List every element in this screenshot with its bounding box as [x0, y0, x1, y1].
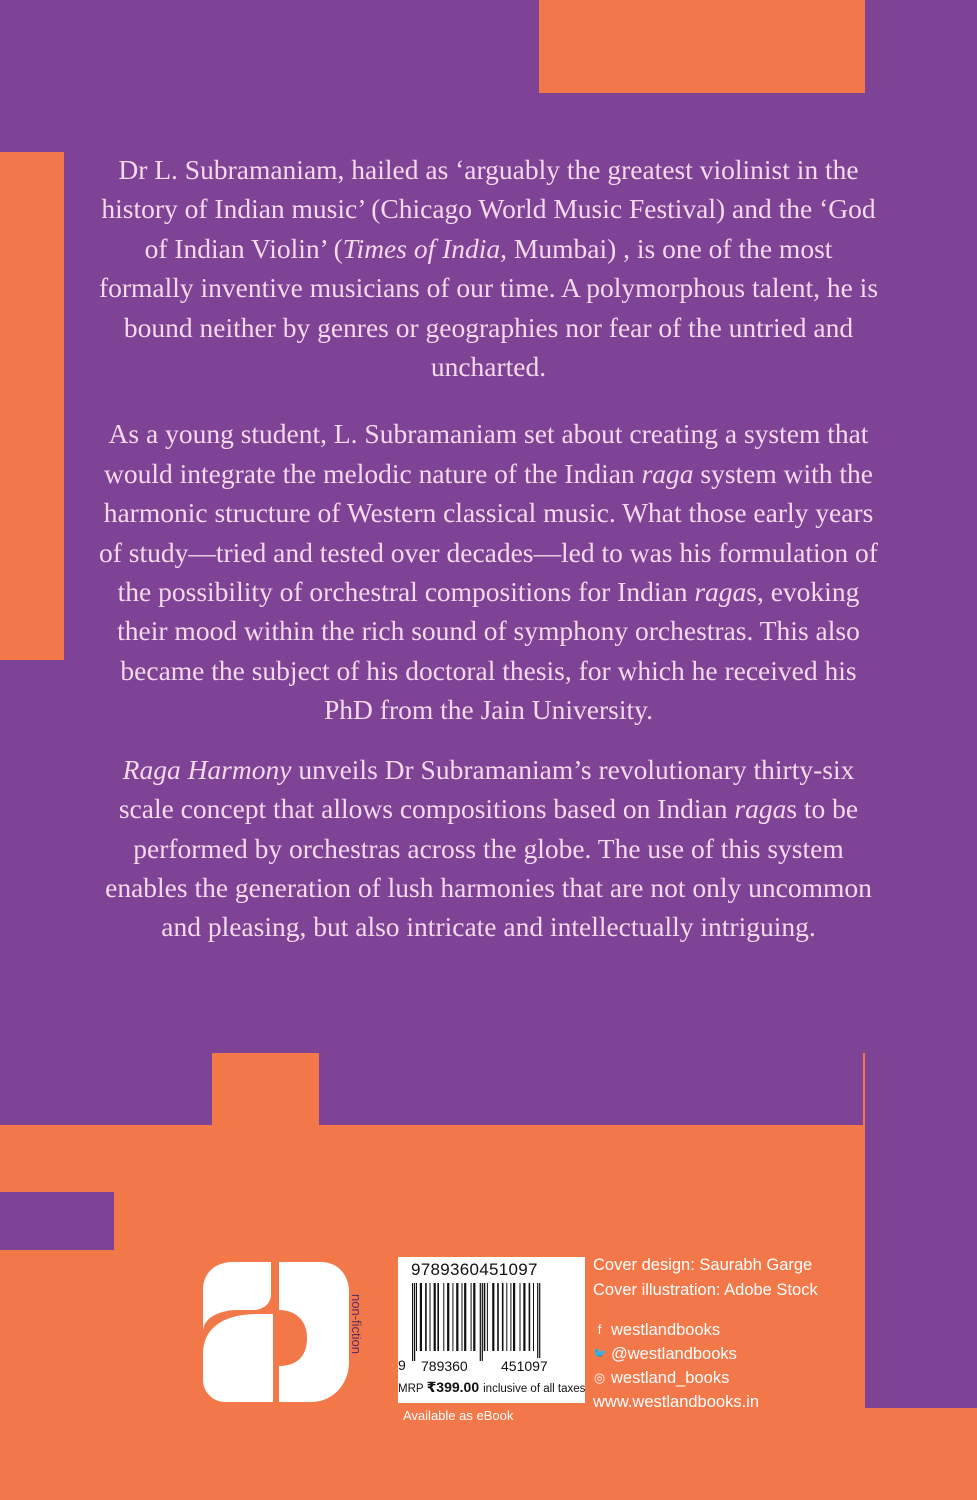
- blurb-paragraph-1: Dr L. Subramaniam, hailed as ‘arguably the greatest violinist in the history of Indian music’ (Chicago World Music Festival) and the ‘God of Indian Violin’ (Times of India, Mumbai) , is one of the most formally inventive musicians of our time. A polymorphous talent, he is bound neither by genres or geographies nor fear of the untried and uncharted.: [98, 154, 879, 383]
- price-line: [398, 1379, 585, 1396]
- twitter-link[interactable]: [593, 1342, 759, 1366]
- mrp-label: MRP: [398, 1383, 424, 1395]
- decor-notch-1: [0, 1053, 212, 1125]
- price: ₹399.00: [426, 1379, 480, 1395]
- ebook-note: Available as eBook: [403, 1408, 514, 1423]
- isbn-right-group: 451097: [498, 1358, 551, 1374]
- social-links: [593, 1318, 759, 1414]
- blurb-paragraph-2: As a young student, L. Subramaniam set about creating a system that would integrate the melodic nature of the Indian raga system with the harmonic structure of Western classical music. What those early years of study—tried and tested over decades—led to was his formulation of the possibility of orchestral compositions for Indian ragas, evoking their mood within the rich sound of symphony orchestras. This also became the subject of his doctoral thesis, for which he received his PhD from the Jain University.: [99, 418, 878, 726]
- instagram-icon: ◎: [593, 1370, 606, 1385]
- website-url: www.westlandbooks.in: [593, 1393, 759, 1411]
- decor-notch-3: [0, 1192, 114, 1250]
- facebook-link[interactable]: [593, 1318, 759, 1342]
- instagram-handle: westland_books: [611, 1369, 730, 1387]
- barcode-box: [398, 1257, 585, 1403]
- decor-block-top-right: [539, 0, 865, 93]
- barcode-bars: [410, 1283, 576, 1361]
- facebook-handle: westlandbooks: [611, 1321, 721, 1339]
- facebook-icon: f: [597, 1322, 602, 1337]
- isbn-first-digit: 9: [398, 1357, 406, 1373]
- blurb-paragraph-3: Raga Harmony unveils Dr Subramaniam’s revolutionary thirty-six scale concept that allows compositions based on Indian ragas to be performed by orchestras across the globe. The use of this system enables the generation of lush harmonies that are not only uncommon and pleasing, but also intricate and intellectually intriguing.: [105, 753, 872, 943]
- price-note: inclusive of all taxes: [483, 1383, 585, 1395]
- category-label: non-fiction: [349, 1294, 364, 1354]
- cover-credits: [593, 1253, 818, 1303]
- instagram-link[interactable]: [593, 1366, 759, 1390]
- decor-notch-4: [865, 1053, 977, 1408]
- twitter-handle: @westlandbooks: [611, 1345, 737, 1363]
- decor-notch-2: [319, 1053, 863, 1125]
- cover-design-credit: Cover design: Saurabh Garge: [593, 1256, 813, 1274]
- cover-illustration-credit: Cover illustration: Adobe Stock: [593, 1281, 818, 1299]
- isbn-left-group: 789360: [418, 1358, 471, 1374]
- back-cover-blurb: [95, 150, 882, 975]
- website-link[interactable]: [593, 1390, 759, 1414]
- isbn-number: 9789360451097: [411, 1260, 538, 1279]
- twitter-icon: 🐦: [593, 1348, 607, 1360]
- westland-logo-icon: [203, 1262, 349, 1402]
- decor-block-left: [0, 152, 64, 660]
